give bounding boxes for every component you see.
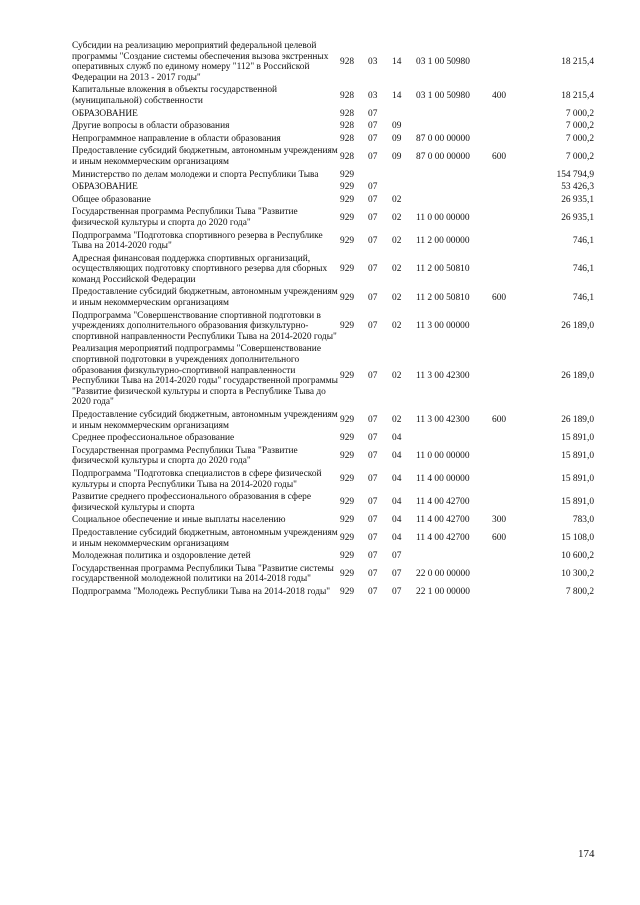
ministry-code: 929 bbox=[340, 451, 355, 462]
amount: 746,1 bbox=[572, 264, 594, 275]
section-code: 07 bbox=[368, 515, 378, 526]
section-code bbox=[368, 169, 392, 182]
row-name: Непрограммное направление в области образования bbox=[72, 133, 281, 144]
expense-type-code: 400 bbox=[492, 90, 507, 101]
expense-type-code bbox=[492, 445, 522, 468]
table-row bbox=[72, 491, 594, 514]
subsection-code: 02 bbox=[392, 370, 402, 381]
amount: 7 800,2 bbox=[565, 586, 594, 597]
expense-type-code bbox=[492, 468, 522, 491]
subsection-code: 02 bbox=[392, 212, 402, 223]
amount: 10 300,2 bbox=[561, 569, 594, 580]
target-article-code: 11 4 00 00000 bbox=[416, 474, 470, 485]
subsection-code bbox=[392, 108, 416, 121]
ministry-code: 929 bbox=[340, 292, 355, 303]
ministry-code: 929 bbox=[340, 515, 355, 526]
section-code: 07 bbox=[368, 133, 378, 144]
expense-type-code bbox=[492, 120, 522, 133]
amount: 783,0 bbox=[572, 515, 594, 526]
subsection-code: 02 bbox=[392, 415, 402, 426]
target-article-code: 22 1 00 00000 bbox=[416, 586, 470, 597]
amount: 7 000,2 bbox=[565, 108, 594, 119]
row-name: Подпрограмма "Молодежь Республики Тыва на 2014-2018 годы" bbox=[72, 586, 331, 597]
row-name: Предоставление субсидий бюджетным, автономным учреждениям и иным некоммерческим организациям bbox=[72, 287, 338, 309]
subsection-code: 07 bbox=[392, 569, 402, 580]
amount: 7 000,2 bbox=[565, 133, 594, 144]
row-name: Молодежная политика и оздоровление детей bbox=[72, 551, 251, 562]
budget-table bbox=[72, 40, 594, 599]
row-name: Адресная финансовая поддержка спортивных организаций, осуществляющих подготовку спортивного резерва для сборных команд Российской Федерации bbox=[72, 253, 328, 285]
table-row bbox=[72, 120, 594, 133]
table-row bbox=[72, 409, 594, 432]
section-code: 03 bbox=[368, 90, 378, 101]
table-row bbox=[72, 432, 594, 445]
subsection-code: 04 bbox=[392, 451, 402, 462]
target-article-code: 03 1 00 50980 bbox=[416, 56, 470, 67]
row-name: Государственная программа Республики Тыва "Развитие системы государственной молодежной политики на 2014-2018 годы" bbox=[72, 563, 334, 585]
subsection-code: 04 bbox=[392, 515, 402, 526]
table-row bbox=[72, 40, 594, 84]
amount: 26 189,0 bbox=[561, 415, 594, 426]
amount: 15 108,0 bbox=[561, 533, 594, 544]
section-code: 07 bbox=[368, 533, 378, 544]
table-row bbox=[72, 286, 594, 309]
section-code: 07 bbox=[368, 433, 378, 444]
ministry-code: 929 bbox=[340, 433, 355, 444]
section-code: 07 bbox=[368, 415, 378, 426]
subsection-code: 04 bbox=[392, 497, 402, 508]
target-article-code: 11 3 00 00000 bbox=[416, 321, 470, 332]
expense-type-code bbox=[492, 169, 522, 182]
target-article-code: 11 4 00 42700 bbox=[416, 497, 470, 508]
row-name: Министерство по делам молодежи и спорта Республики Тыва bbox=[72, 169, 319, 180]
table-row bbox=[72, 194, 594, 207]
target-article-code: 22 0 00 00000 bbox=[416, 569, 470, 580]
subsection-code bbox=[392, 169, 416, 182]
amount: 26 189,0 bbox=[561, 321, 594, 332]
amount: 18 215,4 bbox=[561, 56, 594, 67]
ministry-code: 929 bbox=[340, 474, 355, 485]
section-code: 07 bbox=[368, 451, 378, 462]
section-code: 07 bbox=[368, 551, 378, 562]
section-code: 07 bbox=[368, 212, 378, 223]
section-code: 07 bbox=[368, 321, 378, 332]
section-code: 07 bbox=[368, 497, 378, 508]
ministry-code: 929 bbox=[340, 415, 355, 426]
section-code: 07 bbox=[368, 121, 378, 132]
table-row bbox=[72, 169, 594, 182]
row-name: Подпрограмма "Подготовка спортивного резерва в Республике Тыва на 2014-2020 годы" bbox=[72, 230, 323, 252]
ministry-code: 929 bbox=[340, 212, 355, 223]
target-article-code bbox=[416, 432, 492, 445]
table-row bbox=[72, 145, 594, 168]
row-name: ОБРАЗОВАНИЕ bbox=[72, 108, 138, 119]
ministry-code: 929 bbox=[340, 370, 355, 381]
subsection-code: 02 bbox=[392, 235, 402, 246]
ministry-code: 928 bbox=[340, 121, 355, 132]
subsection-code: 09 bbox=[392, 121, 402, 132]
section-code: 07 bbox=[368, 235, 378, 246]
expense-type-code: 600 bbox=[492, 415, 507, 426]
amount: 26 189,0 bbox=[561, 370, 594, 381]
expense-type-code: 600 bbox=[492, 292, 507, 303]
section-code: 07 bbox=[368, 292, 378, 303]
expense-type-code bbox=[492, 343, 522, 409]
table-row bbox=[72, 468, 594, 491]
ministry-code: 929 bbox=[340, 264, 355, 275]
subsection-code: 02 bbox=[392, 194, 402, 205]
expense-type-code bbox=[492, 194, 522, 207]
ministry-code: 928 bbox=[340, 133, 355, 144]
table-row bbox=[72, 586, 594, 599]
section-code: 07 bbox=[368, 586, 378, 597]
amount: 746,1 bbox=[572, 292, 594, 303]
target-article-code bbox=[416, 194, 492, 207]
amount: 26 935,1 bbox=[561, 194, 594, 205]
target-article-code: 87 0 00 00000 bbox=[416, 133, 470, 144]
section-code: 07 bbox=[368, 264, 378, 275]
table-row bbox=[72, 310, 594, 344]
row-name: Предоставление субсидий бюджетным, автономным учреждениям и иным некоммерческим организациям bbox=[72, 146, 338, 167]
ministry-code: 929 bbox=[340, 235, 355, 246]
target-article-code: 03 1 00 50980 bbox=[416, 90, 470, 101]
ministry-code: 929 bbox=[340, 321, 355, 332]
expense-type-code bbox=[492, 133, 522, 146]
target-article-code: 11 4 00 42700 bbox=[416, 515, 470, 526]
target-article-code bbox=[416, 181, 492, 194]
ministry-code: 929 bbox=[340, 551, 355, 562]
row-name: Общее образование bbox=[72, 194, 151, 205]
expense-type-code bbox=[492, 432, 522, 445]
amount: 7 000,2 bbox=[565, 151, 594, 162]
row-name: Предоставление субсидий бюджетным, автономным учреждениям и иным некоммерческим организациям bbox=[72, 527, 338, 549]
section-code: 03 bbox=[368, 56, 378, 67]
target-article-code: 11 2 00 00000 bbox=[416, 235, 470, 246]
expense-type-code bbox=[492, 108, 522, 121]
row-name: Субсидии на реализацию мероприятий федеральной целевой программы "Создание системы обеспечения вызова экстренных оперативных служб по единому номеру "112" в Российской Федерации на 2013 - 2017 годы" bbox=[72, 41, 329, 83]
section-code: 07 bbox=[368, 370, 378, 381]
subsection-code: 02 bbox=[392, 264, 402, 275]
target-article-code bbox=[416, 169, 492, 182]
subsection-code: 14 bbox=[392, 90, 402, 101]
amount: 18 215,4 bbox=[561, 90, 594, 101]
target-article-code: 11 0 00 00000 bbox=[416, 212, 470, 223]
ministry-code: 929 bbox=[340, 194, 355, 205]
expense-type-code bbox=[492, 550, 522, 563]
subsection-code: 04 bbox=[392, 533, 402, 544]
expense-type-code: 600 bbox=[492, 151, 507, 162]
ministry-code: 929 bbox=[340, 533, 355, 544]
row-name: ОБРАЗОВАНИЕ bbox=[72, 182, 138, 193]
row-name: Капитальные вложения в объекты государственной (муниципальной) собственности bbox=[72, 85, 278, 106]
ministry-code: 929 bbox=[340, 497, 355, 508]
table-row bbox=[72, 253, 594, 287]
ministry-code: 928 bbox=[340, 151, 355, 162]
row-name: Предоставление субсидий бюджетным, автономным учреждениям и иным некоммерческим организациям bbox=[72, 410, 338, 431]
subsection-code: 09 bbox=[392, 133, 402, 144]
amount: 15 891,0 bbox=[561, 497, 594, 508]
expense-type-code bbox=[492, 40, 522, 84]
section-code: 07 bbox=[368, 474, 378, 485]
subsection-code: 14 bbox=[392, 56, 402, 67]
table-row bbox=[72, 527, 594, 550]
subsection-code: 02 bbox=[392, 321, 402, 332]
expense-type-code bbox=[492, 181, 522, 194]
row-name: Подпрограмма "Совершенствование спортивной подготовки в учреждениях дополнительного образования физкультурно-спортивной направленности Республики Тыва на 2014-2020 годы" bbox=[72, 310, 337, 342]
row-name: Подпрограмма "Подготовка специалистов в сфере физической культуры и спорта Республики Тыва на 2014-2020 годы" bbox=[72, 468, 322, 490]
expense-type-code bbox=[492, 491, 522, 514]
target-article-code bbox=[416, 120, 492, 133]
ministry-code: 929 bbox=[340, 569, 355, 580]
section-code: 07 bbox=[368, 151, 378, 162]
budget-table-body bbox=[72, 40, 594, 599]
page-number: 174 bbox=[578, 848, 595, 860]
row-name: Государственная программа Республики Тыва "Развитие физической культуры и спорта до 2020 года" bbox=[72, 207, 298, 228]
section-code: 07 bbox=[368, 569, 378, 580]
amount: 15 891,0 bbox=[561, 433, 594, 444]
target-article-code bbox=[416, 108, 492, 121]
subsection-code: 04 bbox=[392, 433, 402, 444]
expense-type-code bbox=[492, 586, 522, 599]
ministry-code: 928 bbox=[340, 108, 355, 119]
expense-type-code: 300 bbox=[492, 515, 507, 526]
expense-type-code bbox=[492, 253, 522, 287]
amount: 154 794,9 bbox=[556, 169, 594, 180]
table-row bbox=[72, 108, 594, 121]
ministry-code: 929 bbox=[340, 169, 355, 180]
amount: 10 600,2 bbox=[561, 551, 594, 562]
subsection-code: 02 bbox=[392, 292, 402, 303]
expense-type-code bbox=[492, 310, 522, 344]
table-row bbox=[72, 514, 594, 527]
table-row bbox=[72, 84, 594, 107]
expense-type-code bbox=[492, 563, 522, 586]
subsection-code: 04 bbox=[392, 474, 402, 485]
target-article-code: 11 2 00 50810 bbox=[416, 292, 470, 303]
amount: 26 935,1 bbox=[561, 212, 594, 223]
target-article-code: 11 0 00 00000 bbox=[416, 451, 470, 462]
section-code: 07 bbox=[368, 108, 378, 119]
table-row bbox=[72, 206, 594, 229]
amount: 53 426,3 bbox=[561, 182, 594, 193]
subsection-code: 07 bbox=[392, 586, 402, 597]
row-name: Другие вопросы в области образования bbox=[72, 121, 230, 132]
table-row bbox=[72, 133, 594, 146]
amount: 7 000,2 bbox=[565, 121, 594, 132]
table-row bbox=[72, 181, 594, 194]
ministry-code: 929 bbox=[340, 182, 355, 193]
subsection-code: 09 bbox=[392, 151, 402, 162]
table-row bbox=[72, 563, 594, 586]
table-row bbox=[72, 343, 594, 409]
expense-type-code bbox=[492, 206, 522, 229]
section-code: 07 bbox=[368, 182, 378, 193]
table-row bbox=[72, 445, 594, 468]
amount: 746,1 bbox=[572, 235, 594, 246]
amount: 15 891,0 bbox=[561, 474, 594, 485]
row-name: Реализация мероприятий подпрограммы "Совершенствование спортивной подготовки в учреждениях дополнительного образования физкультурно-спортивной направленности Республики Тыва на 2014-2020 годы" государственной программы "Развитие физической культуры и спорта в Республике Тыва до 2020 года" bbox=[72, 344, 338, 408]
target-article-code: 11 3 00 42300 bbox=[416, 370, 470, 381]
ministry-code: 928 bbox=[340, 56, 355, 67]
table-row bbox=[72, 230, 594, 253]
target-article-code: 87 0 00 00000 bbox=[416, 151, 470, 162]
section-code: 07 bbox=[368, 194, 378, 205]
amount: 15 891,0 bbox=[561, 451, 594, 462]
expense-type-code: 600 bbox=[492, 533, 507, 544]
ministry-code: 928 bbox=[340, 90, 355, 101]
row-name: Социальное обеспечение и иные выплаты населению bbox=[72, 515, 286, 526]
row-name: Среднее профессиональное образование bbox=[72, 433, 235, 444]
ministry-code: 929 bbox=[340, 586, 355, 597]
target-article-code: 11 3 00 42300 bbox=[416, 415, 470, 426]
subsection-code bbox=[392, 181, 416, 194]
target-article-code bbox=[416, 550, 492, 563]
table-row bbox=[72, 550, 594, 563]
row-name: Развитие среднего профессионального образования в сфере физической культуры и спорта bbox=[72, 492, 311, 513]
row-name: Государственная программа Республики Тыва "Развитие физической культуры и спорта до 2020 года" bbox=[72, 445, 298, 467]
target-article-code: 11 2 00 50810 bbox=[416, 264, 470, 275]
subsection-code: 07 bbox=[392, 551, 402, 562]
target-article-code: 11 4 00 42700 bbox=[416, 533, 470, 544]
expense-type-code bbox=[492, 230, 522, 253]
